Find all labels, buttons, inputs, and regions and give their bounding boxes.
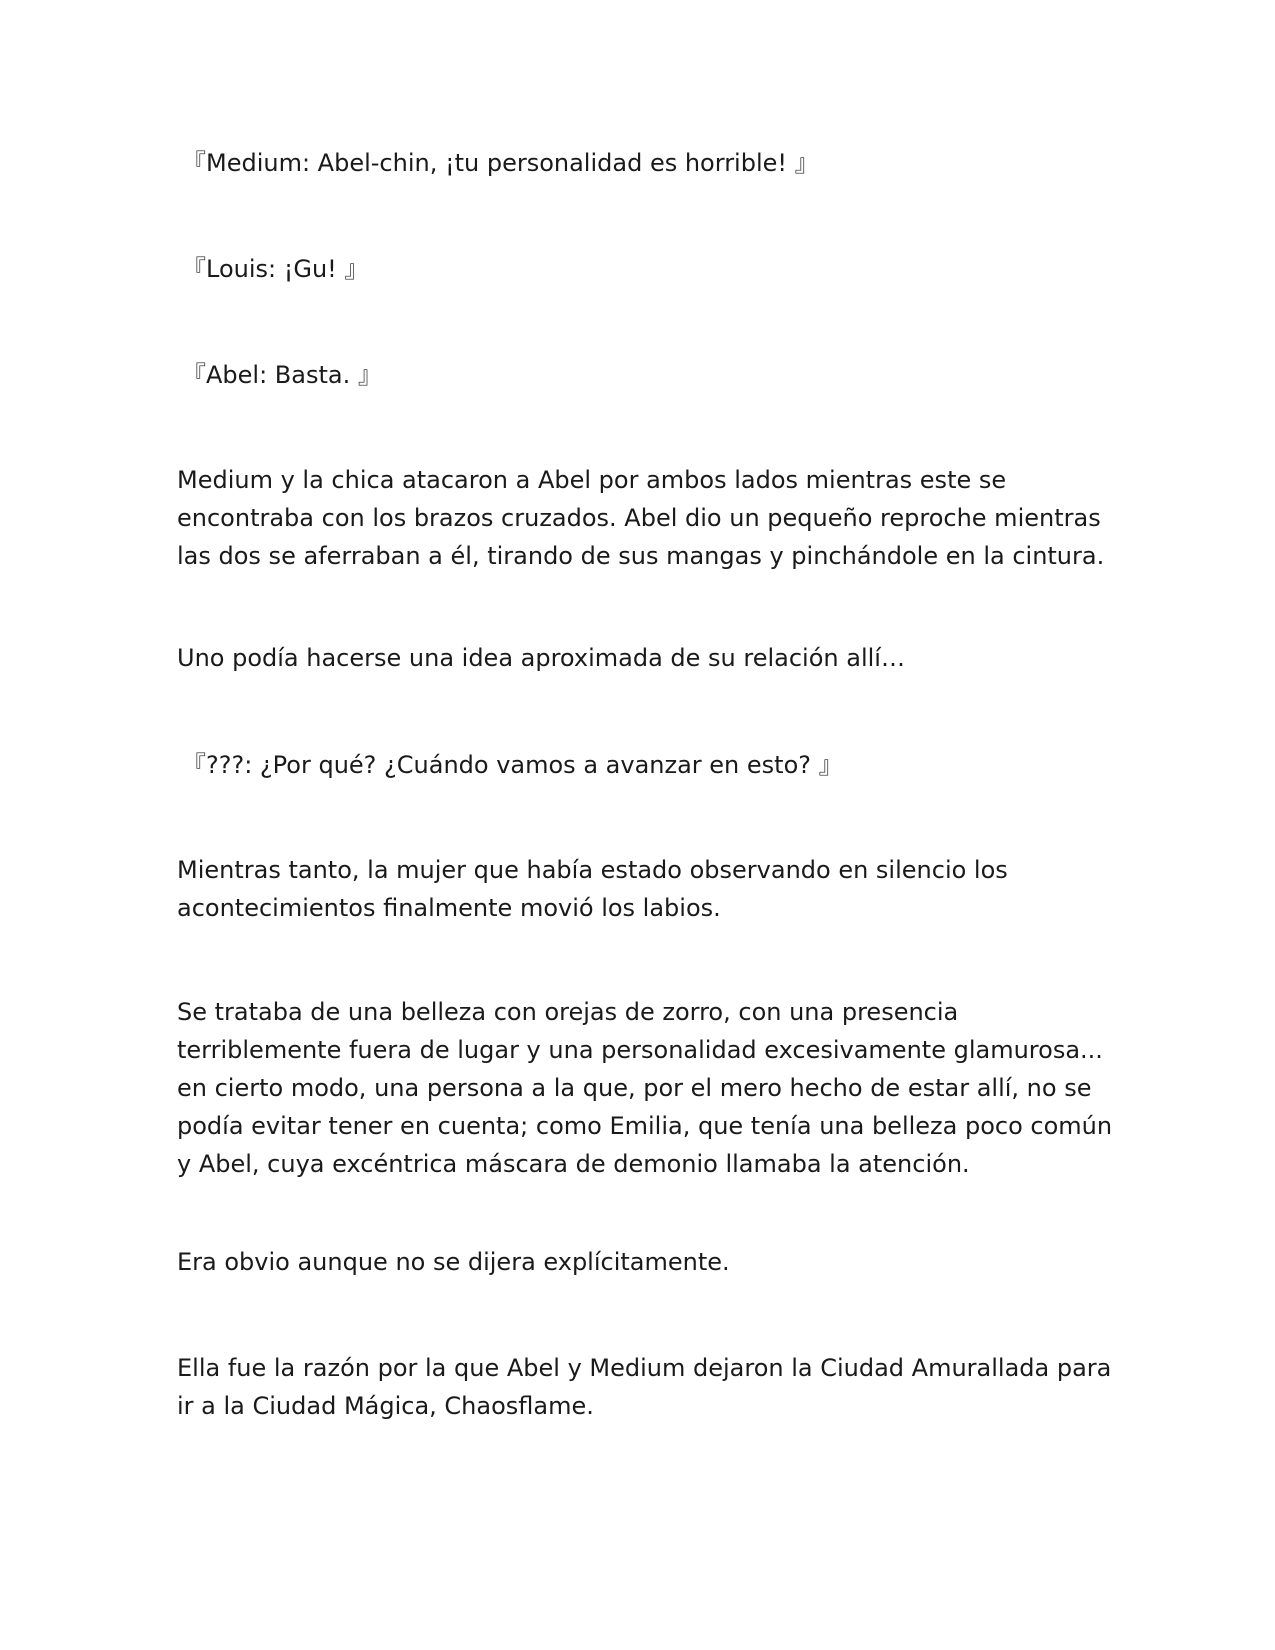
- paragraph-line: Se trataba de una belleza con orejas de zorro, con una presencia: [177, 998, 959, 1026]
- paragraph-reason: [177, 1349, 1117, 1425]
- paragraph-line: y Abel, cuya excéntrica máscara de demonio llamaba la atención.: [177, 1150, 970, 1178]
- dialogue-line-louis: 『Louis: ¡Gu! 』: [182, 255, 369, 283]
- dialogue-line-abel: 『Abel: Basta. 』: [182, 361, 382, 389]
- paragraph-line: terriblemente fuera de lugar y una personalidad excesivamente glamurosa...: [177, 1036, 1103, 1064]
- paragraph-line: acontecimientos finalmente movió los labios.: [177, 894, 721, 922]
- paragraph-line: Medium y la chica atacaron a Abel por ambos lados mientras este se: [177, 466, 1007, 494]
- paragraph-woman: [177, 851, 1117, 927]
- paragraph-beauty: [177, 993, 1117, 1183]
- paragraph-line: las dos se aferraban a él, tirando de sus mangas y pinchándole en la cintura.: [177, 542, 1105, 570]
- paragraph-obvious: [177, 1243, 1117, 1281]
- paragraph-relation: [177, 639, 1117, 677]
- paragraph-line: Era obvio aunque no se dijera explícitamente.: [177, 1248, 730, 1276]
- paragraph-line: encontraba con los brazos cruzados. Abel dio un pequeño reproche mientras: [177, 504, 1101, 532]
- paragraph-line: Mientras tanto, la mujer que había estado observando en silencio los: [177, 856, 1008, 884]
- paragraph-attack: [177, 461, 1117, 575]
- paragraph-line: en cierto modo, una persona a la que, por el mero hecho de estar allí, no se: [177, 1074, 1092, 1102]
- dialogue-line-unknown: 『???: ¿Por qué? ¿Cuándo vamos a avanzar en esto? 』: [182, 751, 843, 779]
- paragraph-line: ir a la Ciudad Mágica, Chaosflame.: [177, 1392, 594, 1420]
- paragraph-line: Uno podía hacerse una idea aproximada de su relación allí…: [177, 644, 905, 672]
- paragraph-line: podía evitar tener en cuenta; como Emilia, que tenía una belleza poco común: [177, 1112, 1113, 1140]
- dialogue-line-medium: 『Medium: Abel-chin, ¡tu personalidad es horrible! 』: [182, 149, 819, 177]
- paragraph-line: Ella fue la razón por la que Abel y Medium dejaron la Ciudad Amurallada para: [177, 1354, 1112, 1382]
